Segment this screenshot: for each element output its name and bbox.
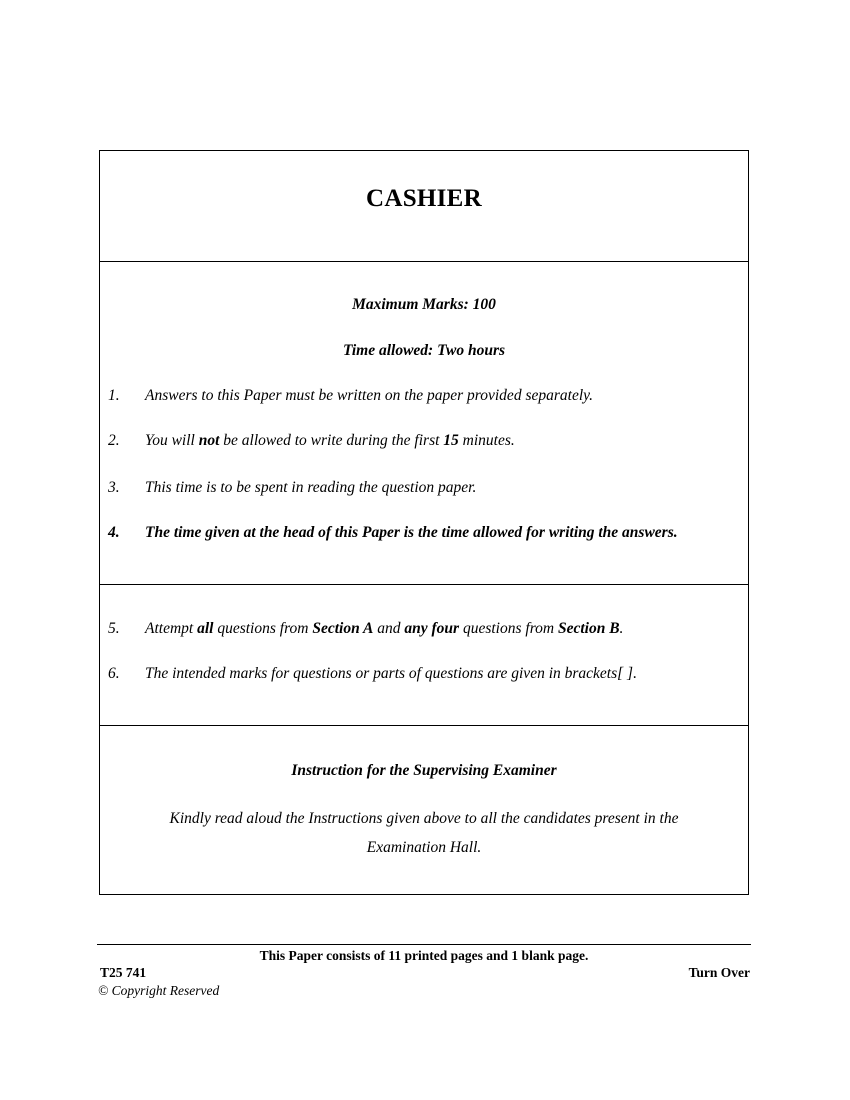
instructions-box bbox=[99, 150, 749, 895]
footer-divider bbox=[97, 944, 751, 945]
supervisor-heading: Instruction for the Supervising Examiner bbox=[291, 762, 557, 779]
divider-title bbox=[100, 261, 748, 262]
copyright-note: © Copyright Reserved bbox=[98, 983, 220, 998]
max-marks: Maximum Marks: 100 bbox=[352, 296, 496, 313]
turn-over-label: Turn Over bbox=[688, 965, 750, 980]
divider-section-rules bbox=[100, 584, 748, 585]
divider-supervisor bbox=[100, 725, 748, 726]
instruction-number: 6. bbox=[108, 665, 120, 682]
paper-title: CASHIER bbox=[365, 185, 483, 212]
instruction-number: 1. bbox=[108, 387, 120, 404]
instruction-number: 3. bbox=[108, 479, 120, 496]
instruction-number: 4. bbox=[108, 524, 120, 541]
supervisor-instruction bbox=[130, 804, 718, 862]
pages-note: This Paper consists of 11 printed pages and 1 blank page. bbox=[259, 948, 589, 963]
instruction-number: 2. bbox=[108, 432, 120, 449]
instruction-text: The time given at the head of this Paper is the time allowed for writing the answers. bbox=[145, 524, 678, 541]
supervisor-line-2: Examination Hall. bbox=[366, 839, 482, 856]
instruction-text: This time is to be spent in reading the question paper. bbox=[145, 479, 477, 496]
instruction-text: The intended marks for questions or parts of questions are given in brackets[ ]. bbox=[145, 665, 637, 682]
instruction-number: 5. bbox=[108, 620, 120, 637]
instruction-text: Attempt all questions from Section A and any four questions from Section B. bbox=[145, 620, 624, 637]
instruction-text: Answers to this Paper must be written on the paper provided separately. bbox=[145, 387, 594, 404]
instruction-text: You will not be allowed to write during the first 15 minutes. bbox=[145, 432, 515, 449]
paper-code: T25 741 bbox=[100, 965, 147, 980]
time-allowed: Time allowed: Two hours bbox=[342, 342, 506, 359]
supervisor-line-1: Kindly read aloud the Instructions given above to all the candidates present in the bbox=[169, 810, 679, 827]
